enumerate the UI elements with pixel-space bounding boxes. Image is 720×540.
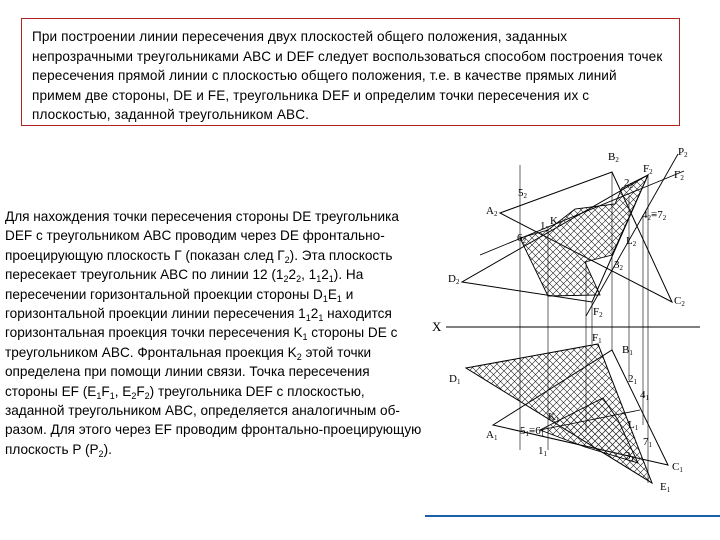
body-text: этой точки определена при помощи линии связи. Точка пересечения стороны EF (E <box>5 344 372 399</box>
body-text: , E <box>114 383 132 399</box>
label-f2: F2 <box>643 163 653 176</box>
label-2-1: 21 <box>628 373 637 386</box>
subscript: 2 <box>283 274 289 285</box>
label-k2: K2 <box>550 215 562 228</box>
label-gamma2: Г2 <box>674 169 684 182</box>
intro-box <box>21 18 680 126</box>
label-1-1: 11 <box>538 445 547 458</box>
body-text: , 1 <box>301 267 317 283</box>
body-text: ). На пересечении горизонтальной проекции стороны D <box>5 267 364 302</box>
label-a1: A1 <box>486 429 498 442</box>
label-d2: D2 <box>448 273 460 286</box>
subscript: 1 <box>109 390 115 401</box>
label-e1: E1 <box>660 481 671 494</box>
label-l2: L2 <box>626 235 637 248</box>
subscript: 2 <box>98 448 104 459</box>
axis-x-label: X <box>432 319 442 334</box>
label-7-1: 71 <box>643 436 652 449</box>
label-f1: F1 <box>592 332 602 345</box>
subscript: 1 <box>302 332 308 343</box>
body-text: ) треугольника DEF с плоскостью, заданной треугольником ABC, определяется аналогичным об-разом. Для этого через EF проводим фронтально-проецирующую плоскость P (P <box>5 383 422 457</box>
label-a2: A2 <box>486 205 498 218</box>
subscript: 1 <box>322 293 328 304</box>
label-p2: P2 <box>678 146 688 159</box>
body-text: 2 <box>310 306 319 322</box>
body-text: 2 <box>321 267 329 283</box>
body-text: Для нахождения точки пересечения стороны DE треугольника DEF с треугольником ABC проводим через DE фронтально-проецирующую плоскость Г (показан след Г <box>5 209 399 263</box>
label-1-2: 12 <box>540 220 549 233</box>
label-c1: C1 <box>672 461 683 474</box>
label-d1: D1 <box>449 373 461 386</box>
subscript: 2 <box>284 254 290 265</box>
subscript: 1 <box>328 274 334 285</box>
subscript: 1 <box>96 390 102 401</box>
label-5-2: 52 <box>518 187 527 200</box>
body-text: ). <box>103 441 112 457</box>
label-4-1: 41 <box>640 389 649 402</box>
subscript: 1 <box>336 293 342 304</box>
decorative-divider <box>425 515 720 517</box>
subscript: 2 <box>144 390 150 401</box>
body-text: стороны DE с треугольником ABC. Фронтальная проекция K <box>5 325 398 360</box>
intro-paragraph: При построении линии пересечения двух плоскостей общего положения, заданных непрозрачными треугольниками ABC и DEF следует воспользоваться способом построения точек пересечения прямой линии с плоскостью общего положения, т.е. в качестве прямых линий примем две стороны, DE и FE, треугольника DEF и определим точки пересечения их с плоскостью, заданной треугольником ABC. <box>32 29 663 123</box>
subscript: 1 <box>305 313 311 324</box>
body-text: F <box>101 383 110 399</box>
label-b2: B2 <box>608 151 619 164</box>
body-text: находится горизонтальная проекция точки пересечения K <box>5 306 392 341</box>
explanation-text <box>5 207 423 459</box>
projection-figure <box>428 142 718 502</box>
body-text: ). Эта плоскость пересекает треугольник ABC по линии 12 (1 <box>5 247 393 283</box>
subscript: 1 <box>318 313 324 324</box>
label-2-2: 22 <box>624 177 633 190</box>
label-f2-lower: F2 <box>593 306 603 319</box>
label-b1: B1 <box>622 344 633 357</box>
body-text: 2 <box>288 267 297 283</box>
label-6-2: 62 <box>517 232 526 245</box>
body-text: E <box>327 286 337 302</box>
label-k1: K1 <box>548 411 560 424</box>
body-text: F <box>136 383 145 399</box>
label-5-6-1: 51≡61 <box>520 425 545 438</box>
label-3-1: 31 <box>625 450 634 463</box>
subscript: 2 <box>296 274 302 285</box>
label-l1: L1 <box>628 419 639 432</box>
label-4-7-2: 42≡72 <box>642 209 667 222</box>
subscript: 2 <box>131 390 137 401</box>
label-c2: C2 <box>674 295 685 308</box>
subscript: 1 <box>316 274 322 285</box>
body-text: и горизонтальной проекции линии пересечения 1 <box>5 286 354 322</box>
label-3-2: 32 <box>614 259 623 272</box>
subscript: 2 <box>296 351 302 362</box>
